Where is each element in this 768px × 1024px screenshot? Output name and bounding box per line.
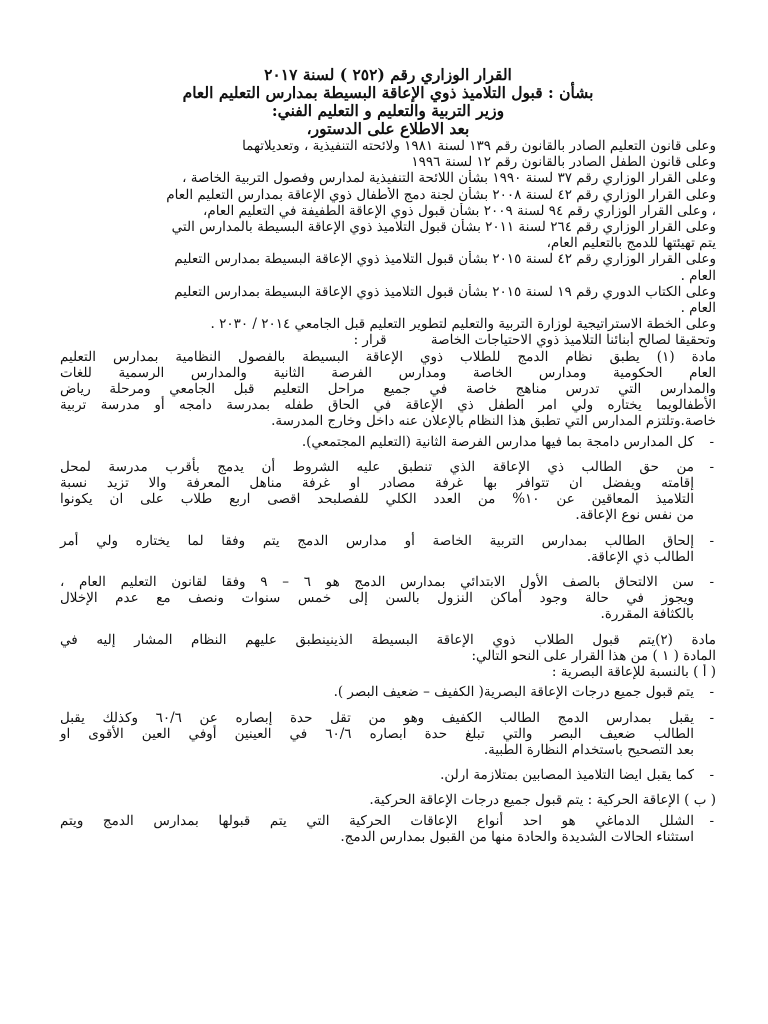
list-item: - كل المدارس دامجة بما فيها مدارس الفرصة الثانية (التعليم المجتمعي).	[301, 433, 714, 450]
article-1-line: مادة (١) يطبق نظام الدمج للطلاب ذوي الإعاقة البسيطة بالفصول النظامية بمدارس التعليم	[60, 348, 716, 365]
decision-label: قرار :	[353, 332, 387, 349]
article-2-line: المادة ( ١ ) من هذا القرار على النحو التالي:	[471, 647, 716, 664]
article-1-line: الأطفالويما يختاره ولي امر الطفل ذي الإعاقة في الحاق طفله بمدرسة دامجه أو مدرسة تربية	[60, 397, 716, 414]
article-1-line: خاصة.وتلتزم المدارس التي تطبق هذا النظام بالإعلان عنه داخل وخارج المدرسة.	[271, 413, 716, 430]
preamble-line: وعلى الخطة الاستراتيجية لوزارة التربية والتعليم لتطوير التعليم قبل الجامعي ٢٠١٤ / ٢٠٣٠ .	[210, 316, 716, 333]
section-b-heading: ( ب ) الإعاقة الحركية : يتم قبول جميع درجات الإعاقة الحركية.	[369, 792, 716, 809]
preamble-line: ، وعلى القرار الوزاري رقم ٩٤ لسنة ٢٠٠٩ بشأن قبول ذوي الإعاقة الطفيفة في التعليم العام،	[203, 202, 716, 219]
bullet-dash-icon: -	[709, 574, 714, 591]
list-item: - إلحاق الطالب بمدارس التربية الخاصة أو مدارس الدمج يتم وفقا لما يختاره ولي أمر الطالب ذي الإعاقة.	[60, 532, 714, 565]
preamble-line: العام .	[680, 267, 716, 284]
article-1	[60, 349, 716, 430]
preamble	[60, 138, 716, 349]
preamble-line	[60, 332, 716, 348]
article-2	[60, 632, 716, 681]
bullet-dash-icon: -	[709, 532, 714, 549]
article-1-line: العام الحكومية ومدارس الخاصة ومدارس الفرصة الثانية والمدارس الرسمية للغات	[60, 364, 716, 381]
section-b	[60, 792, 716, 808]
preamble-line: وعلى القرار الوزاري رقم ٤٢ لسنة ٢٠١٥ بشأن قبول التلاميذ ذوي الإعاقة البسيطة بمدارس التعليم	[174, 251, 716, 268]
article-2-line: مادة (٢)يتم قبول الطلاب ذوي الإعاقة البسيطة الذينينطبق عليهم النظام المشار إليه في	[60, 631, 716, 648]
decree-subject: بشأن : قبول التلاميذ ذوي الإعاقة البسيطة بمدارس التعليم العام	[182, 83, 594, 102]
preamble-line: وعلى قانون الطفل الصادر بالقانون رقم ١٢ لسنة ١٩٩٦	[411, 154, 716, 171]
preamble-line: العام .	[680, 300, 716, 317]
article-1-bullets	[60, 434, 716, 623]
list-item: - يتم قبول جميع درجات الإعاقة البصرية( الكفيف – ضعيف البصر ).	[333, 684, 714, 701]
preamble-line: وعلى الكتاب الدوري رقم ١٩ لسنة ٢٠١٥ بشأن قبول التلاميذ ذوي الإعاقة البسيطة بمدارس التعليم	[174, 283, 716, 300]
list-item: - من حق الطالب ذي الإعاقة الذي تنطبق عليه الشروط أن يدمج بأقرب مدرسة لمحل إقامته ويفضل ان تتوافر بها غرفة مصادر او غرفة مناهل المعرفة والا تزيد نسبة التلاميذ المعاقين عن ١٠% من العدد الكلي للفصلبحد اقصى اربع طلاب على ان يكونوا من نفس نوع الإعاقة.	[60, 458, 714, 524]
decree-title: القرار الوزاري رقم (٢٥٢ ) لسنة ٢٠١٧	[264, 65, 512, 84]
preamble-line: وعلى قانون التعليم الصادر بالقانون رقم ١٣٩ لسنة ١٩٨١ ولائحته التنفيذية ، وتعديلاتهما	[242, 138, 716, 154]
preamble-line: وعلى القرار الوزاري رقم ٤٢ لسنة ٢٠٠٨ بشأن لجنة دمج الأطفال ذوي الإعاقة بمدارس التعليم العام	[166, 186, 716, 203]
minister-line: وزير التربية والتعليم و التعليم الفني:	[271, 101, 505, 120]
list-item: - سن الالتحاق بالصف الأول الابتدائي بمدارس الدمج هو ٦ – ٩ وفقا لقانون التعليم العام ، ويجوز في حالة وجود أماكن النزول بالسن إلى خمس سنوات ونصف مع عدم الإخلال بالكثافة المقررة.	[60, 574, 714, 623]
section-a-bullets	[60, 684, 716, 783]
bullet-dash-icon: -	[709, 433, 714, 450]
preamble-closing: وتحقيقا لصالح أبنائنا التلاميذ ذوي الاحتياجات الخاصة	[430, 332, 716, 349]
section-a-heading: ( أ ) بالنسبة للإعاقة البصرية :	[551, 664, 716, 681]
article-1-line: والمدارس التي تدرس مناهج خاصة في جميع مراحل التعليم قبل الجامعي ومرحلة رياض	[60, 381, 716, 398]
preamble-line: وعلى القرار الوزاري رقم ٣٧ لسنة ١٩٩٠ بشأن اللائحة التنفيذية لمدارس وفصول التربية الخاصة ،	[182, 170, 716, 187]
bullet-dash-icon: -	[709, 709, 714, 726]
bullet-dash-icon: -	[709, 458, 714, 475]
bullet-dash-icon: -	[709, 684, 714, 701]
constitution-line: بعد الاطلاع على الدستور،	[306, 119, 470, 138]
preamble-line: وعلى القرار الوزاري رقم ٢٦٤ لسنة ٢٠١١ بشأن قبول التلاميذ ذوي الإعاقة البسيطة بالمدارس التي	[171, 219, 716, 236]
list-item: - كما يقبل ايضا التلاميذ المصابين بمتلازمة ارلن.	[440, 767, 714, 784]
decree-header	[60, 66, 716, 138]
bullet-dash-icon: -	[709, 767, 714, 784]
list-item: - الشلل الدماغي هو احد أنواع الإعاقات الحركية التي يتم قبولها بمدارس الدمج ويتم استثناء الحالات الشديدة والحادة منها من القبول بمدارس الدمج.	[60, 812, 714, 845]
preamble-line: يتم تهيئتها للدمج بالتعليم العام،	[546, 235, 716, 252]
list-item: - يقبل بمدارس الدمج الطالب الكفيف وهو من تقل حدة إبصاره عن ٦٠/٦ وكذلك يقبل الطالب ضعيف البصر والتي تبلغ حدة ابصاره ٦٠/٦ في العينين أوفي العين الأقوى او بعد التصحيح باستخدام النظارة الطبية.	[60, 709, 714, 758]
bullet-dash-icon: -	[709, 812, 714, 829]
section-b-bullets	[60, 813, 716, 845]
